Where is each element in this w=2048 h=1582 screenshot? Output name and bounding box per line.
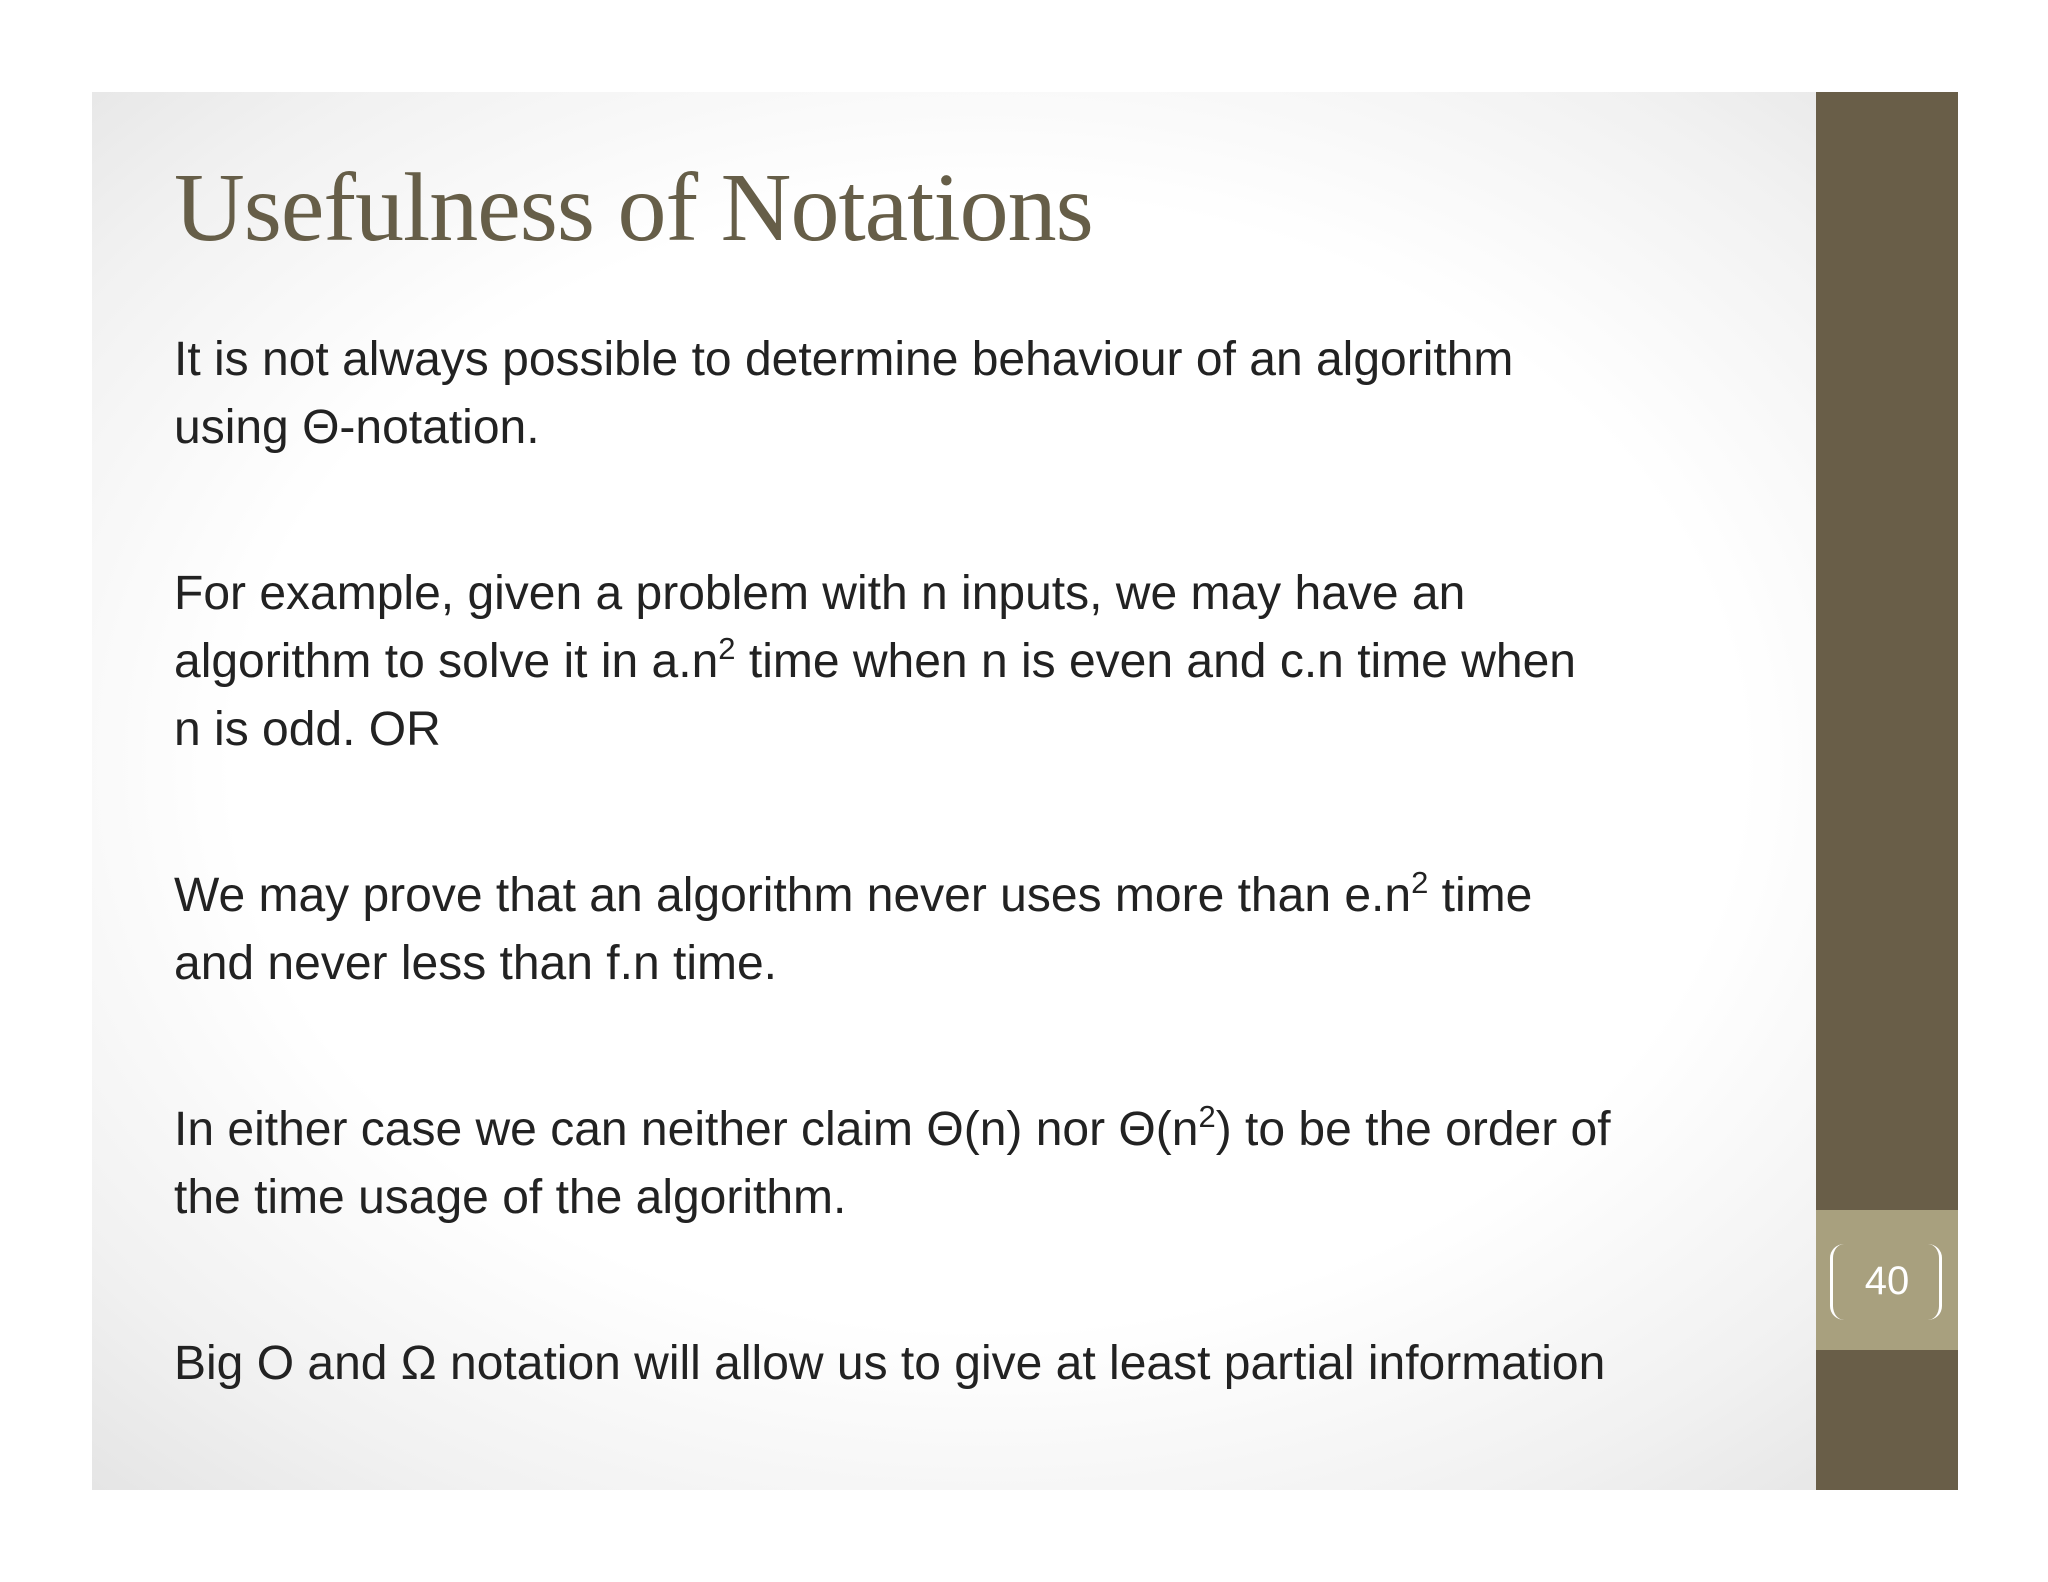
page-number-box [1816, 1210, 1958, 1350]
superscript: 2 [1198, 1099, 1216, 1134]
page-number: 40 [1864, 1259, 1910, 1303]
text-run: ) to be the order of [1215, 1103, 1611, 1156]
slide-body [174, 326, 1864, 1496]
text-run: We may prove that an algorithm never uses more than e.n [174, 869, 1412, 922]
text-run: using Θ-notation. [174, 401, 540, 454]
paragraph [174, 1096, 1864, 1232]
slide [92, 92, 1958, 1490]
text-run: time when n is even and c.n time when [735, 635, 1576, 688]
text-run: Big O and Ω notation will allow us to give at least partial information [174, 1337, 1606, 1390]
text-run: time [1428, 869, 1533, 922]
text-run: It is not always possible to determine behaviour of an algorithm [174, 333, 1514, 386]
text-run: and never less than f.n time. [174, 937, 777, 990]
slide-title: Usefulness of Notations [174, 154, 1093, 262]
text-run: In either case we can neither claim Θ(n) nor Θ(n [174, 1103, 1199, 1156]
superscript: 2 [1411, 865, 1429, 900]
paragraph [174, 862, 1864, 998]
paragraph [174, 1330, 1864, 1398]
superscript: 2 [718, 631, 736, 666]
text-run: algorithm to solve it in a.n [174, 635, 719, 688]
paragraph [174, 326, 1864, 462]
text-run: n is odd. OR [174, 703, 441, 756]
text-run: the time usage of the algorithm. [174, 1171, 847, 1224]
text-run: For example, given a problem with n inputs, we may have an [174, 567, 1466, 620]
paragraph [174, 560, 1864, 764]
